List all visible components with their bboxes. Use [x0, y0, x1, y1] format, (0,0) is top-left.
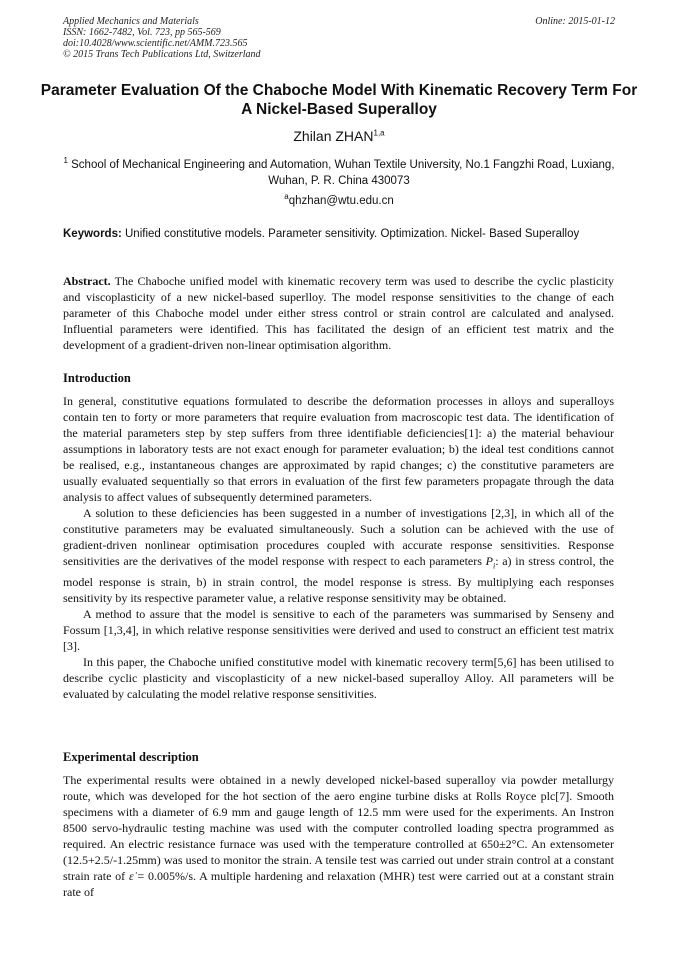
intro-paragraph-4: In this paper, the Chaboche unified constitutive model with kinematic recovery term[5,6] has been utilised to describe cyclic plasticity and viscoplasticity of a new nickel-based superalloy Alloy. All parameters will be evaluated by calculating the model relative response sensitivities. — [63, 655, 614, 702]
strain-rate-symbol: ε̇ — [128, 869, 134, 883]
keywords — [63, 227, 614, 242]
affiliation-sup: 1 — [63, 156, 68, 165]
author-name: Zhilan ZHAN — [293, 128, 374, 144]
email-address: qhzhan@wtu.edu.cn — [288, 194, 394, 207]
author-sup: 1,a — [373, 128, 385, 138]
copyright-line: © 2015 Trans Tech Publications Ltd, Switzerland — [63, 49, 261, 60]
email-line — [0, 192, 678, 207]
intro-paragraph-1: In general, constitutive equations formulated to describe the deformation processes in alloys and superalloys contain ten to forty or more parameters that require evaluation from macroscopic test data. The identification of the material parameters step by step suffers from three identifiable deficiencies[1]: a) the material behaviour assumptions in laboratory tests are not exact enough for parameter evaluation; b) the ideal test conditions cannot be realised, e.g., instantaneous changes are approximated by rapid changes; c) the constitutive parameters are usually evaluated sequentially so that errors in evaluation of the first few parameters propagate through the data analysis to affect values of subsequently determined parameters. — [63, 394, 614, 504]
doi-line: doi:10.4028/www.scientific.net/AMM.723.565 — [63, 38, 248, 49]
affiliation-text: School of Mechanical Engineering and Automation, Wuhan Textile University, No.1 Fangzhi Road, Luxiang, Wuhan, P. R. China 430073 — [71, 158, 615, 187]
parameter-symbol: P — [485, 554, 493, 568]
journal-name: Applied Mechanics and Materials — [63, 16, 199, 27]
intro-paragraph-3: A method to assure that the model is sensitive to each of the parameters was summarised by Senseny and Fossum [1,3,4], in which relative response sensitivities were derived and used to construct an efficient test matrix [3]. — [63, 607, 614, 654]
intro-paragraph-2: A solution to these deficiencies has been suggested in a number of investigations [2,3], in which all of the constitutive parameters may be evaluated simultaneously. Such a solution can be achieved with the use of gradient-driven nonlinear optimisation procedures coupled with accurate response sensitivities. Response sensitivities are the derivatives of the model response with respect to each parameters $P_i$: a) in stress control, the model response is strain, b) in strain control, the model response is stress. By multiplying each responses sensitivity by its respective parameter value, a relative response sensitivity may be obtained. — [63, 506, 614, 606]
abstract-label: Abstract. — [63, 274, 111, 288]
issn-line: ISSN: 1662-7482, Vol. 723, pp 565-569 — [63, 27, 221, 38]
paper-title: Parameter Evaluation Of the Chaboche Model With Kinematic Recovery Term For A Nickel-Based Superalloy — [40, 82, 638, 118]
author-line — [0, 128, 678, 144]
experimental-body — [63, 772, 614, 900]
experimental-heading: Experimental description — [63, 750, 199, 764]
keywords-label: Keywords: — [63, 228, 122, 240]
experimental-paragraph-1: The experimental results were obtained in a newly developed nickel-based superalloy via powder metallurgy route, which was developed for the hot section of the aero engine turbine disks at Rolls Royce plc[7]. Smooth specimens with a diameter of 6.9 mm and gauge length of 12.5 mm were used for the experiments. An Instron 8500 servo-hydraulic testing machine was used with the computer controlled loading spectra programmed as required. An electric resistance furnace was used with the temperature controlled at 650±2°C. An extensometer (12.5+2.5/-1.25mm) was used to monitor the strain. A tensile test was carried out under strain control at a constant strain rate of ε̇ = 0.005%/s. A multiple hardening and relaxation (MHR) test were carried out at a constant strain rate of — [63, 773, 614, 899]
introduction-heading: Introduction — [63, 371, 131, 385]
introduction-body — [63, 393, 614, 702]
keywords-text: Unified constitutive models. Parameter sensitivity. Optimization. Nickel- Based Superalloy — [125, 228, 580, 240]
abstract — [63, 273, 614, 353]
abstract-text: The Chaboche unified model with kinematic recovery term was used to describe the cyclic plasticity and viscoplasticity of a new nickel-based superlloy. The model response sensitivities to the change of each parameter of this Chaboche model under either stress control or strain control are calculated and analysed. Influential parameters were identified. This has facilitated the design of an efficient test matrix and the development of a gradient-driven non-linear optimisation algorithm. — [63, 274, 614, 352]
affiliation — [60, 153, 618, 189]
parameter-subscript: i — [492, 561, 496, 571]
online-date: Online: 2015-01-12 — [535, 16, 615, 27]
email-sup: a — [284, 192, 289, 201]
